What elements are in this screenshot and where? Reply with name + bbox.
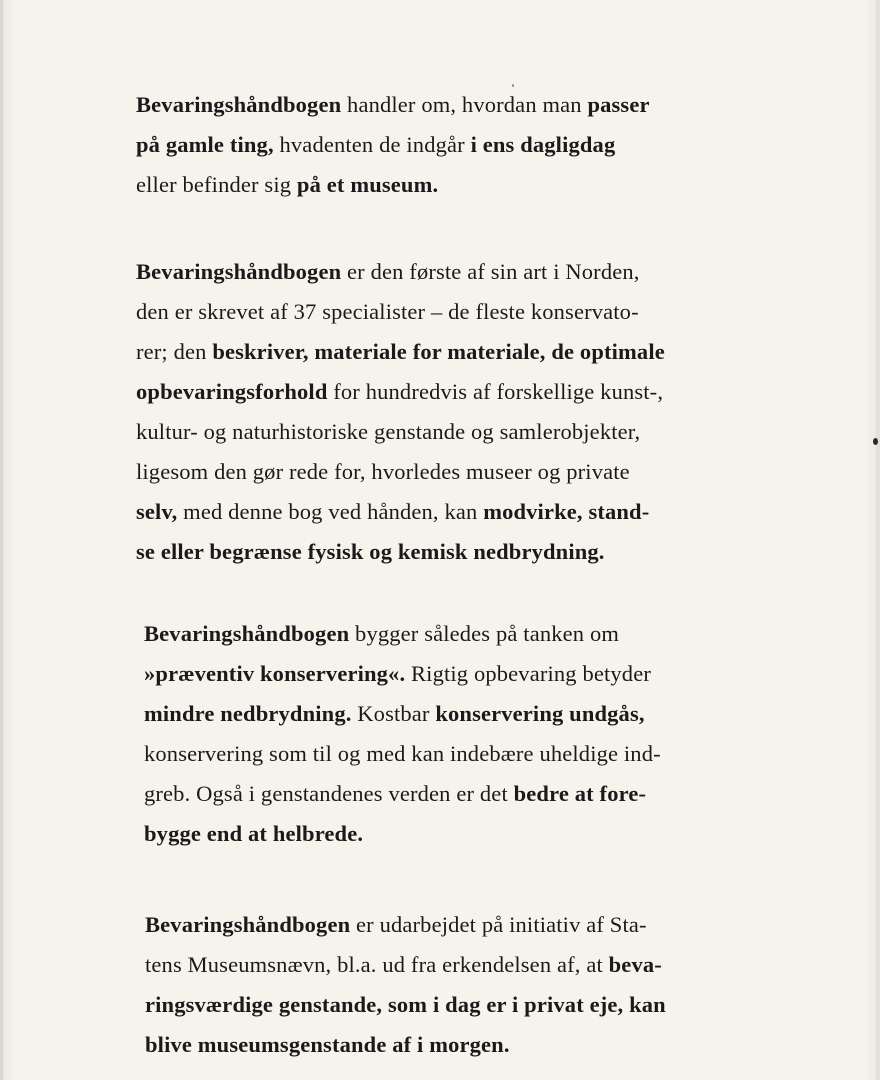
text-run: kultur- og naturhistoriske genstande og samlerobjekter, (136, 419, 641, 444)
text-run: hvadenten de indgår (273, 132, 471, 157)
bold-text: i ens dagligdag (470, 132, 616, 157)
text-line (145, 945, 666, 985)
bold-text: på gamle ting, (136, 132, 274, 157)
text-line (144, 654, 661, 694)
text-run: er udarbejdet på initiativ af Sta- (350, 912, 647, 937)
bold-text: se eller begrænse fysisk og kemisk nedbrydning. (136, 539, 605, 564)
bold-text: ringsværdige genstande, som i dag er i privat eje, kan (145, 992, 666, 1017)
paragraph-initiative (145, 905, 666, 1065)
text-line (136, 252, 665, 292)
bold-text: Bevaringshåndbogen (136, 259, 342, 284)
text-line (136, 452, 665, 492)
text-line (144, 614, 661, 654)
text-run: Rigtig opbevaring betyder (405, 661, 651, 686)
text-line (145, 905, 666, 945)
paragraph-intro (136, 85, 650, 205)
text-run: konservering som til og med kan indebære uheldige ind- (144, 741, 661, 766)
paragraph-description (136, 252, 665, 572)
bold-text: blive museumsgenstande af i morgen. (145, 1032, 510, 1057)
text-line (136, 412, 665, 452)
text-line (136, 532, 665, 572)
text-line (144, 734, 661, 774)
bold-text: beva- (608, 952, 662, 977)
text-line (136, 332, 665, 372)
text-run: er den første af sin art i Norden, (341, 259, 640, 284)
text-line (136, 372, 665, 412)
text-run: den er skrevet af 37 specialister – de fleste konservato- (136, 299, 639, 324)
bold-text: selv, (136, 499, 178, 524)
paper-speck (873, 438, 878, 445)
bold-text: Bevaringshåndbogen (144, 621, 350, 646)
bold-text: opbevaringsforhold (136, 379, 328, 404)
bold-text: Bevaringshåndbogen (136, 92, 342, 117)
text-run: handler om, hvordan man (341, 92, 588, 117)
bold-text: beskriver, materiale for materiale, de optimale (212, 339, 665, 364)
text-line (136, 492, 665, 532)
text-line (144, 774, 661, 814)
text-line (136, 292, 665, 332)
bold-text: mindre nedbrydning. (144, 701, 352, 726)
text-run: for hundredvis af forskellige kunst-, (327, 379, 664, 404)
bold-text: »præventiv konservering«. (144, 661, 406, 686)
bold-text: på et museum. (296, 172, 439, 197)
text-line (144, 814, 661, 854)
text-run: bygger således på tanken om (349, 621, 620, 646)
paper-speck (512, 84, 514, 87)
bold-text: passer (587, 92, 650, 117)
bold-text: konservering undgås, (435, 701, 645, 726)
text-run: eller befinder sig (136, 172, 297, 197)
paragraph-preventive-conservation (144, 614, 661, 854)
text-run: tens Museumsnævn, bl.a. ud fra erkendelsen af, at (145, 952, 609, 977)
cover-right-edge (876, 0, 880, 1080)
text-run: greb. Også i genstandenes verden er det (144, 781, 514, 806)
text-line (145, 1025, 666, 1065)
bold-text: Bevaringshåndbogen (145, 912, 351, 937)
text-line (145, 985, 666, 1025)
text-run: med denne bog ved hånden, kan (177, 499, 484, 524)
bold-text: modvirke, stand- (483, 499, 650, 524)
cover-left-edge (0, 0, 3, 1080)
text-line (144, 694, 661, 734)
text-run: Kostbar (351, 701, 436, 726)
text-line (136, 165, 650, 205)
bold-text: bygge end at helbrede. (144, 821, 364, 846)
text-run: rer; den (136, 339, 213, 364)
text-line (136, 125, 650, 165)
text-run: ligesom den gør rede for, hvorledes museer og private (136, 459, 630, 484)
text-line (136, 85, 650, 125)
bold-text: bedre at fore- (513, 781, 647, 806)
